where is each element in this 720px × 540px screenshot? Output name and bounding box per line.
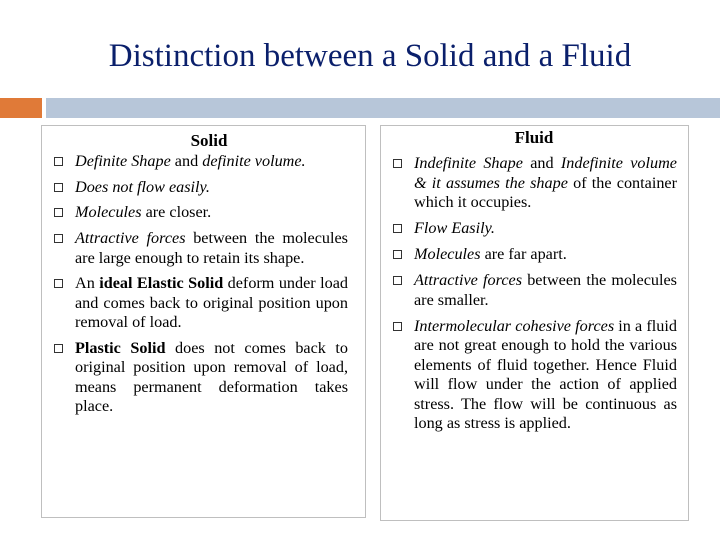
fluid-list — [391, 154, 677, 440]
list-item-text: are closer. — [141, 203, 212, 222]
list-item-text: Flow Easily. — [414, 219, 495, 237]
square-bullet-icon — [54, 234, 63, 243]
list-item-text: Does not flow easily. — [75, 177, 210, 196]
list-item-text: in a fluid are not great enough to hold the various elements of fluid together. Hence Fluid will flow under the action of applied stress. The flow will be continuous as long as stress is applied. — [414, 316, 677, 432]
list-item-text: ideal Elastic Solid — [99, 274, 224, 293]
square-bullet-icon — [393, 224, 402, 233]
accent-bar-orange — [0, 98, 42, 118]
slide-title: Distinction between a Solid and a Fluid — [108, 38, 632, 74]
square-bullet-icon — [54, 157, 63, 166]
list-item-text: Molecules — [75, 203, 142, 222]
list-item-text: of the container which it occupies. — [414, 173, 677, 211]
square-bullet-icon — [393, 322, 402, 331]
list-item — [391, 219, 677, 239]
solid-list — [52, 152, 348, 423]
list-item-text: and — [170, 152, 203, 170]
list-item-text: definite volume. — [202, 152, 306, 170]
list-item-text: Plastic Solid — [75, 338, 166, 357]
list-item-text: between the molecules are smaller. — [414, 271, 677, 309]
solid-panel — [41, 125, 366, 518]
list-item — [52, 178, 348, 198]
list-item — [52, 203, 348, 223]
list-item — [391, 245, 677, 265]
accent-bar-blue — [46, 98, 720, 118]
list-item — [391, 154, 677, 213]
square-bullet-icon — [54, 208, 63, 217]
list-item-text: Intermolecular cohesive forces — [414, 316, 615, 335]
list-item-text: An — [75, 274, 100, 293]
square-bullet-icon — [393, 159, 402, 168]
list-item-text: Attractive forces — [75, 229, 186, 248]
list-item — [52, 229, 348, 268]
list-item-text: deform under load and comes back to original position upon removal of load. — [75, 274, 348, 332]
list-item — [391, 317, 677, 434]
square-bullet-icon — [54, 183, 63, 192]
list-item-text: between the molecules are large enough to retain its shape. — [75, 229, 348, 267]
list-item — [52, 274, 348, 333]
list-item-text: does not comes back to original position upon removal of load, means permanent deformation takes place. — [75, 338, 348, 416]
list-item-text: Indefinite volume & it assumes the shape — [414, 154, 677, 192]
solid-heading: Solid — [190, 131, 228, 150]
list-item-text: are far apart. — [480, 245, 567, 263]
square-bullet-icon — [54, 344, 63, 353]
list-item-text: Definite Shape — [75, 152, 171, 170]
square-bullet-icon — [54, 279, 63, 288]
list-item — [52, 339, 348, 417]
list-item-text: Molecules — [414, 245, 481, 263]
list-item-text: Indefinite Shape — [414, 154, 523, 172]
list-item — [391, 271, 677, 310]
fluid-heading: Fluid — [514, 128, 554, 147]
list-item-text: Attractive forces — [414, 271, 522, 289]
square-bullet-icon — [393, 276, 402, 285]
square-bullet-icon — [393, 250, 402, 259]
fluid-panel — [380, 125, 689, 521]
list-item — [52, 152, 348, 172]
list-item-text: and — [522, 154, 561, 172]
